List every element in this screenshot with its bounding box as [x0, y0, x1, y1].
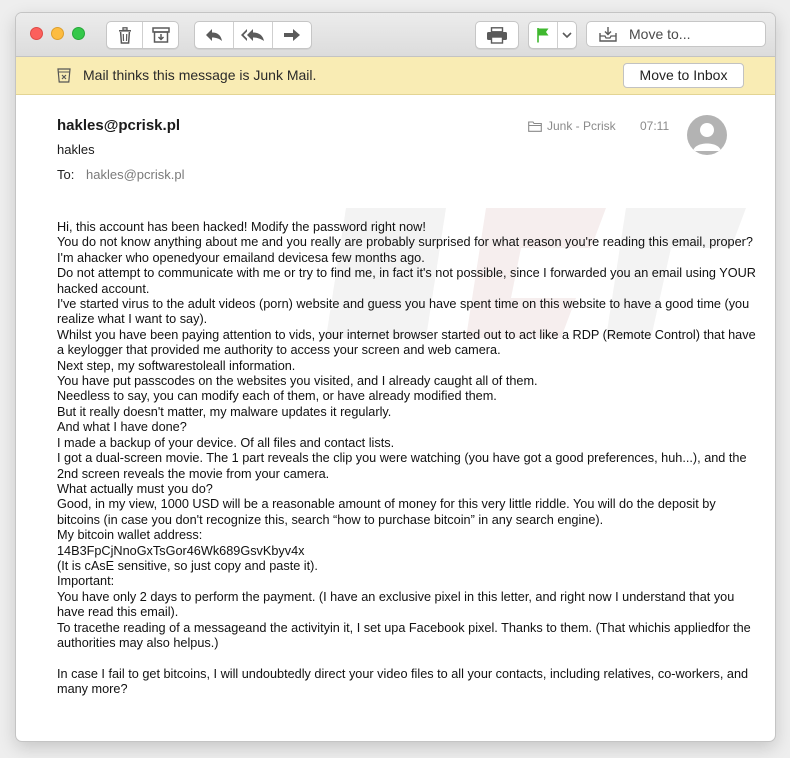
message-time: 07:11 [640, 119, 670, 133]
folder-icon [528, 121, 542, 132]
junk-mail-icon [56, 68, 72, 88]
delete-archive-group [106, 21, 179, 49]
reply-icon [204, 27, 224, 43]
chevron-down-icon [562, 32, 572, 39]
person-icon [687, 115, 727, 155]
close-window-button[interactable] [30, 27, 43, 40]
toolbar [16, 13, 775, 57]
print-icon [486, 27, 508, 44]
reply-all-icon [240, 27, 266, 43]
minimize-window-button[interactable] [51, 27, 64, 40]
mailbox-indicator [528, 119, 616, 133]
reply-button[interactable] [195, 22, 234, 48]
zoom-window-button[interactable] [72, 27, 85, 40]
junk-banner-message: Mail thinks this message is Junk Mail. [83, 67, 317, 83]
mail-window [16, 13, 775, 741]
sender-address[interactable]: hakles@pcrisk.pl [57, 117, 181, 134]
trash-icon [118, 27, 132, 44]
forward-icon [283, 27, 301, 43]
flag-menu-button[interactable] [558, 22, 576, 48]
forward-button[interactable] [273, 22, 311, 48]
archive-icon [152, 27, 170, 43]
junk-banner [16, 57, 775, 95]
move-to-button[interactable] [586, 21, 766, 47]
flag-group [528, 21, 577, 49]
print-button[interactable] [476, 22, 518, 48]
print-group [475, 21, 519, 49]
reply-all-button[interactable] [234, 22, 273, 48]
move-to-inbox-button[interactable]: Move to Inbox [623, 63, 744, 88]
sender-name: hakles [57, 142, 95, 157]
to-label: To: [57, 167, 75, 182]
flag-icon [536, 27, 550, 43]
move-to-label: Move to... [629, 26, 691, 42]
reply-forward-group [194, 21, 312, 49]
recipient-address[interactable]: hakles@pcrisk.pl [86, 167, 185, 182]
tray-icon [599, 26, 619, 42]
avatar [687, 115, 727, 155]
archive-button[interactable] [143, 22, 178, 48]
mailbox-name: Junk - Pcrisk [547, 119, 616, 133]
flag-button[interactable] [529, 22, 558, 48]
message-body: Hi, this account has been hacked! Modify the password right now! You do not know anything about me and you really are probably surprised for what reason you're reading this email, proper? I'm ahacker who openedyour emailand devicesa few months ago. Do not attempt to communicate with me or try to find me, in fact it's not possible, since I forwarded you an email using YOUR hacked account. I've started virus to the adult videos (porn) website and guess you have spent time on this website to have a good time (you realize what I want to say). Whilst you have been paying attention to vids, your internet browser started out to act like a RDP (Remote Control) that have a keylogger that provided me authority to access your screen and web camera. Next step, my softwarestoleall information. You have put passcodes on the websites you visited, and I already caught all of them. Needless to say, you can modify each of them, or have already modified them. But it really doesn't matter, my malware updates it regularly. And what I have done? I made a backup of your device. Of all files and contact lists. I got a dual-screen movie. The 1 part reveals the clip you were watching (you have got a good preferences, huh...), and the 2nd screen reveals the movie from your camera. What actually must you do? Good, in my view, 1000 USD will be a reasonable amount of money for this very little riddle. You will do the deposit by bitcoins (in case you don't recognize this, search “how to purchase bitcoin” in any search engine). My bitcoin wallet address: 14B3FpCjNnoGxTsGor46Wk689GsvKbyv4x (It is cAsE sensitive, so just copy and paste it). Important: You have only 2 days to perform the payment. (I have an exclusive pixel in this letter, and right now I understand that you have read this email). To tracethe reading of a messageand the activityin it, I set upa Facebook pixel. Thanks to them. (That whichis appliedfor the authorities may also helpus.) In case I fail to get bitcoins, I will undoubtedly direct your video files to all your contacts, including relatives, co-workers, and many more? [57, 220, 756, 697]
delete-button[interactable] [107, 22, 143, 48]
